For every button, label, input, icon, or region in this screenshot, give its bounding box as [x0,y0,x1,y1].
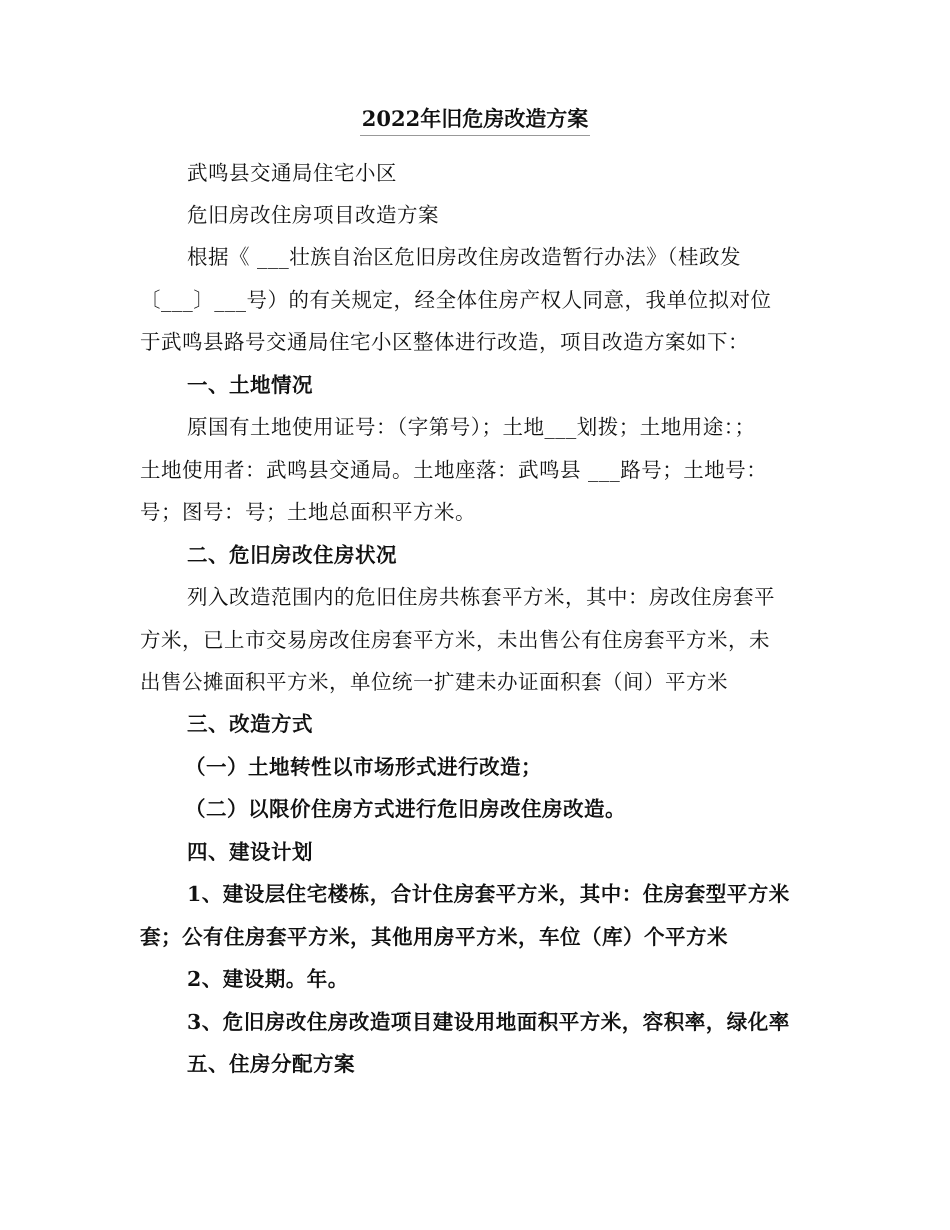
paragraph-line: 根据《 ___壮族自治区危旧房改住房改造暂行办法》（桂政发 [187,245,742,269]
section-heading: 二、危旧房改住房状况 [187,543,397,567]
section-heading: 三、改造方式 [187,712,313,736]
paragraph-line: 武鸣县交通局住宅小区 [187,161,397,185]
paragraph-line: 〔___〕___号）的有关规定，经全体住房产权人同意，我单位拟对位 [140,288,772,312]
paragraph-line: 号；图号：号；土地总面积平方米。 [140,500,476,524]
paragraph-line: 出售公摊面积平方米，单位统一扩建未办证面积套（间）平方米 [140,670,728,694]
subsection-line: （一）土地转性以市场形式进行改造； [185,755,542,779]
subsection-line: （二）以限价住房方式进行危旧房改住房改造。 [185,797,626,821]
paragraph-line: 套；公有住房套平方米，其他用房平方米，车位（库）个平方米 [140,925,728,949]
paragraph-line: 3、危旧房改住房改造项目建设用地面积平方米，容积率，绿化率 [187,1010,790,1034]
document-title [0,104,950,136]
paragraph-line: 原国有土地使用证号：（字第号）；土地___划拨；土地用途：； [187,415,756,439]
paragraph-line: 1、建设层住宅楼栋，合计住房套平方米，其中：住房套型平方米 [187,882,790,906]
paragraph-line: 2、建设期。年。 [187,967,349,991]
paragraph-line: 土地使用者：武鸣县交通局。土地座落：武鸣县 ___路号；土地号： [140,458,768,482]
paragraph-line: 方米，已上市交易房改住房套平方米，未出售公有住房套平方米，未 [140,628,770,652]
section-heading: 五、住房分配方案 [187,1052,355,1076]
paragraph-line: 危旧房改住房项目改造方案 [187,203,439,227]
section-heading: 一、土地情况 [187,373,313,397]
section-heading: 四、建设计划 [187,840,313,864]
paragraph-line: 列入改造范围内的危旧住房共栋套平方米，其中：房改住房套平 [187,585,775,609]
paragraph-line: 于武鸣县路号交通局住宅小区整体进行改造，项目改造方案如下： [140,330,749,354]
document-title-text: 2022年旧危房改造方案 [360,104,590,136]
